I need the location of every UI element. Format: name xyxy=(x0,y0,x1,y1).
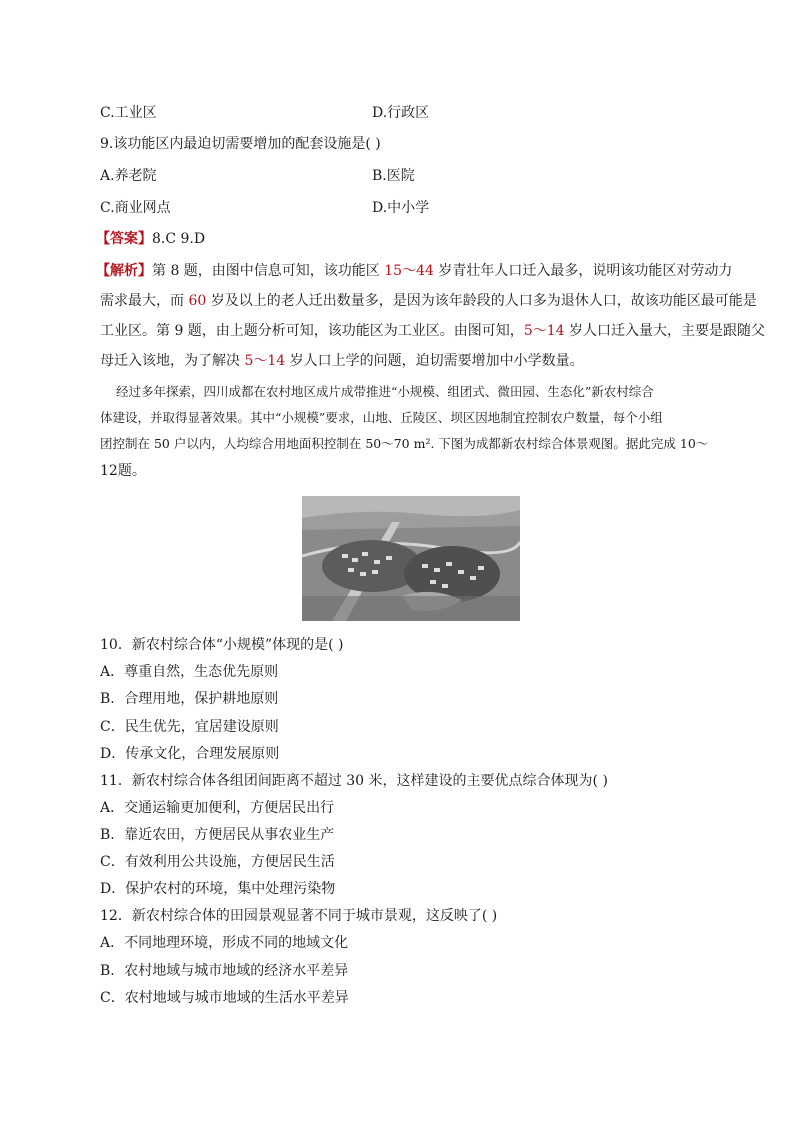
q12-option-a: A．不同地理环境，形成不同的地域文化 xyxy=(100,935,349,951)
q11-option-b: B．靠近农田，方便居民从事农业生产 xyxy=(100,827,335,843)
analysis-number: 5～14 xyxy=(523,323,565,339)
q10-option-d: D．传承文化，合理发展原则 xyxy=(100,746,280,762)
rural-complex-aerial-photo xyxy=(302,496,520,621)
analysis-line-1 xyxy=(96,262,732,280)
analysis-number: 15～44 xyxy=(384,263,434,279)
passage-line-1: 经过多年探索，四川成都在农村地区成片成带推进“小规模、组团式、微田园、生态化”新农村综合 xyxy=(116,384,654,399)
q9-option-a: A.养老院 xyxy=(100,168,157,184)
q9-stem: 9.该功能区内最迫切需要增加的配套设施是( ) xyxy=(100,136,381,152)
passage-line-3: 团控制在 50 户以内，人均综合用地面积控制在 50～70 m². 下图为成都新农村综合体景观图。据此完成 10～ xyxy=(100,436,709,451)
analysis-label: 【解析】 xyxy=(96,263,152,279)
q10-stem: 10．新农村综合体“小规模”体现的是( ) xyxy=(100,637,344,653)
analysis-number: 5～14 xyxy=(244,353,286,369)
q10-option-a: A．尊重自然，生态优先原则 xyxy=(100,664,279,680)
analysis-line-2 xyxy=(100,292,757,310)
answer-line xyxy=(96,230,205,248)
passage-line-2: 体建设，并取得显著效果。其中“小规模”要求，山地、丘陵区、坝区因地制宜控制农户数量，每个小组 xyxy=(100,410,663,425)
q8-option-c: C.工业区 xyxy=(100,105,157,121)
q9-option-b: B.医院 xyxy=(372,168,415,184)
q11-option-a: A．交通运输更加便利，方便居民出行 xyxy=(100,800,335,816)
q12-stem: 12．新农村综合体的田园景观显著不同于城市景观，这反映了( ) xyxy=(100,908,498,924)
answer-text: 8.C 9.D xyxy=(152,231,206,247)
analysis-line-4 xyxy=(100,352,584,370)
passage-line-4: 12题。 xyxy=(100,463,146,479)
analysis-text: 第 8 题，由图中信息可知，该功能区 xyxy=(152,263,385,279)
answer-label: 【答案】 xyxy=(96,231,152,247)
q8-option-d: D.行政区 xyxy=(372,105,430,121)
q11-stem: 11．新农村综合体各组团间距离不超过 30 米，这样建设的主要优点综合体现为( ) xyxy=(100,773,608,789)
q12-option-c: C．农村地域与城市地域的生活水平差异 xyxy=(100,990,349,1006)
analysis-text: 工业区。第 9 题，由上题分析可知，该功能区为工业区。由图可知， xyxy=(100,323,524,339)
analysis-text: 岁及以上的老人迁出数量多，是因为该年龄段的人口多为退休人口，故该功能区最可能是 xyxy=(206,293,757,309)
q9-option-d: D.中小学 xyxy=(372,200,430,216)
analysis-text: 岁人口迁入量大，主要是跟随父 xyxy=(564,323,765,339)
analysis-text: 岁人口上学的问题，迫切需要增加中小学数量。 xyxy=(285,353,584,369)
analysis-number: 60 xyxy=(188,293,207,309)
analysis-text: 母迁入该地，为了解决 xyxy=(100,353,245,369)
q9-option-c: C.商业网点 xyxy=(100,200,171,216)
analysis-line-3 xyxy=(100,322,765,340)
q11-option-d: D．保护农村的环境，集中处理污染物 xyxy=(100,881,336,897)
q12-option-b: B．农村地域与城市地域的经济水平差异 xyxy=(100,963,349,979)
q10-option-b: B．合理用地，保护耕地原则 xyxy=(100,691,279,707)
analysis-text: 需求最大，而 xyxy=(100,293,189,309)
analysis-text: 岁青壮年人口迁入最多，说明该功能区对劳动力 xyxy=(433,263,733,279)
q10-option-c: C．民生优先，宜居建设原则 xyxy=(100,719,279,735)
q11-option-c: C．有效利用公共设施，方便居民生活 xyxy=(100,854,335,870)
